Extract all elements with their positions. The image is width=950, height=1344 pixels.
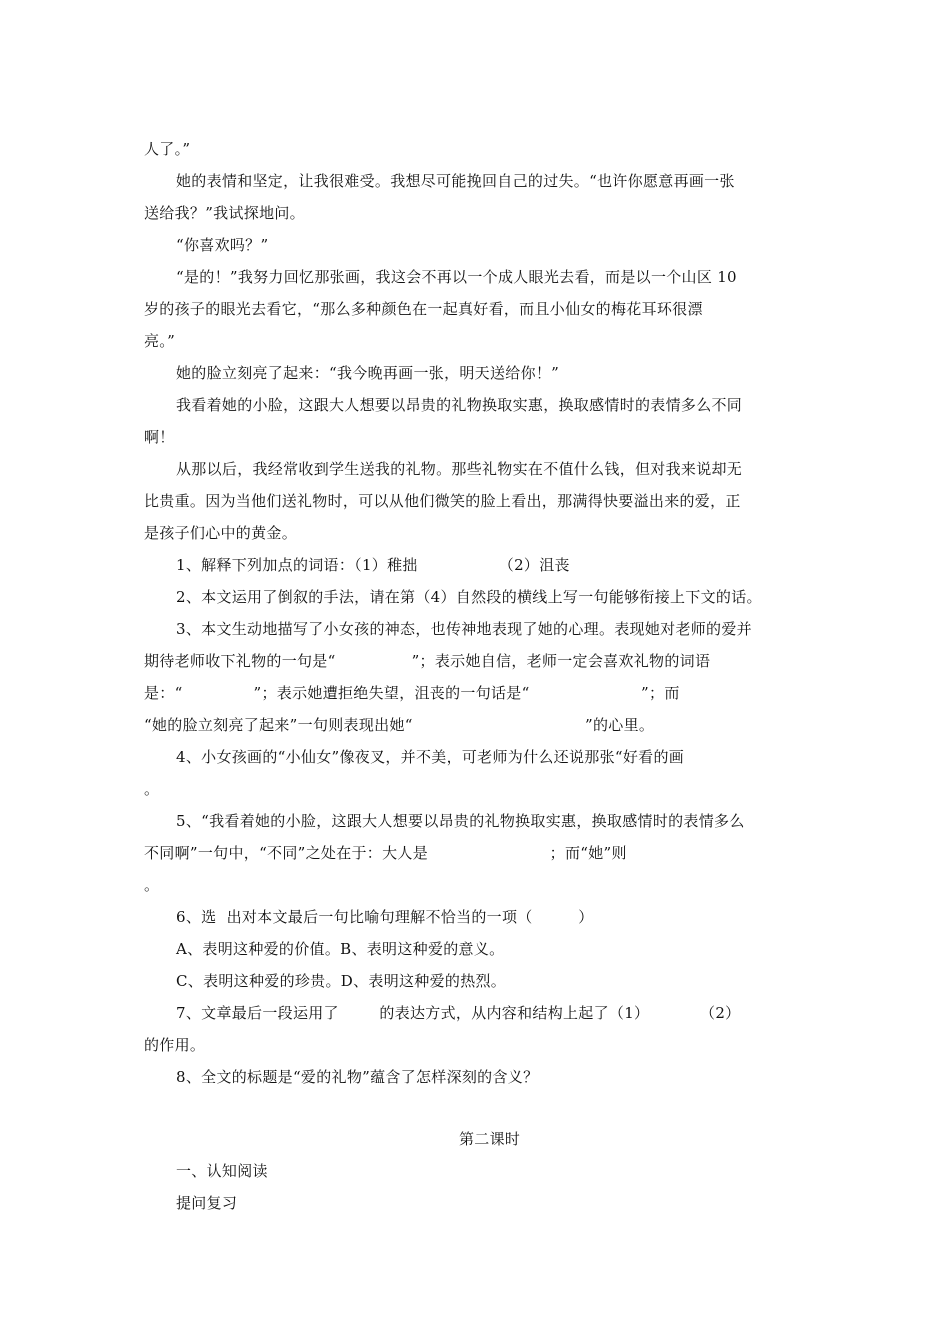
text-line: 啊！	[144, 428, 175, 446]
question-line: 3、本文生动地描写了小女孩的神态，也传神地表现了她的心理。表现她对老师的爱并	[176, 620, 752, 638]
question-line: 不同啊”一句中，“不同”之处在于：大人是 ；而“她”则	[144, 844, 627, 862]
text-line: 是孩子们心中的黄金。	[144, 524, 298, 542]
question-line: 6、选 出对本文最后一句比喻句理解不恰当的一项（ ）	[176, 908, 594, 926]
question-line: 的作用。	[144, 1036, 206, 1054]
question-line: 8、全文的标题是“爱的礼物”蕴含了怎样深刻的含义？	[176, 1068, 539, 1086]
text-line: “是的！”我努力回忆那张画，我这会不再以一个成人眼光去看，而是以一个山区 10	[176, 268, 737, 286]
question-line: 。	[144, 780, 160, 798]
text-line: 送给我？”我试探地问。	[144, 204, 305, 222]
text-line: 岁的孩子的眼光去看它，“那么多种颜色在一起真好看，而且小仙女的梅花耳环很漂	[144, 300, 703, 318]
subsection-heading: 一、认知阅读	[176, 1162, 268, 1180]
section-heading: 第二课时	[459, 1130, 521, 1148]
text-line: 我看着她的小脸，这跟大人想要以昂贵的礼物换取实惠，换取感情时的表情多么不同	[176, 396, 743, 414]
question-line: 4、小女孩画的“小仙女”像夜叉，并不美，可老师为什么还说那张“好看的画	[176, 748, 685, 766]
text-line: 人了。”	[144, 140, 191, 158]
text-line: 亮。”	[144, 332, 176, 350]
question-line: 是：“ ”；表示她遭拒绝失望，沮丧的一句话是“ ”；而	[144, 684, 680, 702]
question-line: 7、文章最后一段运用了 的表达方式，从内容和结构上起了（1） （2）	[176, 1004, 741, 1022]
option-line: C、表明这种爱的珍贵。D、表明这种爱的热烈。	[176, 972, 507, 990]
text-line: 从那以后，我经常收到学生送我的礼物。那些礼物实在不值什么钱，但对我来说却无	[176, 460, 743, 478]
question-line: 1、解释下列加点的词语：（1）稚拙 （2）沮丧	[176, 556, 570, 574]
text-line: 提问复习	[176, 1194, 238, 1212]
text-line: 她的脸立刻亮了起来：“我今晚再画一张，明天送给你！”	[176, 364, 560, 382]
question-line: “她的脸立刻亮了起来”一句则表现出她“ ”的心里。	[144, 716, 655, 734]
question-line: 2、本文运用了倒叙的手法，请在第（4）自然段的横线上写一句能够衔接上下文的话。	[176, 588, 762, 606]
question-line: 。	[144, 876, 160, 894]
question-line: 期待老师收下礼物的一句是“ ”；表示她自信，老师一定会喜欢礼物的词语	[144, 652, 711, 670]
text-line: “你喜欢吗？”	[176, 236, 269, 254]
text-line: 她的表情和坚定，让我很难受。我想尽可能挽回自己的过失。“也许你愿意再画一张	[176, 172, 735, 190]
text-line: 比贵重。因为当他们送礼物时，可以从他们微笑的脸上看出，那满得快要溢出来的爱，正	[144, 492, 741, 510]
option-line: A、表明这种爱的价值。B、表明这种爱的意义。	[176, 940, 505, 958]
question-line: 5、“我看着她的小脸，这跟大人想要以昂贵的礼物换取实惠，换取感情时的表情多么	[176, 812, 745, 830]
